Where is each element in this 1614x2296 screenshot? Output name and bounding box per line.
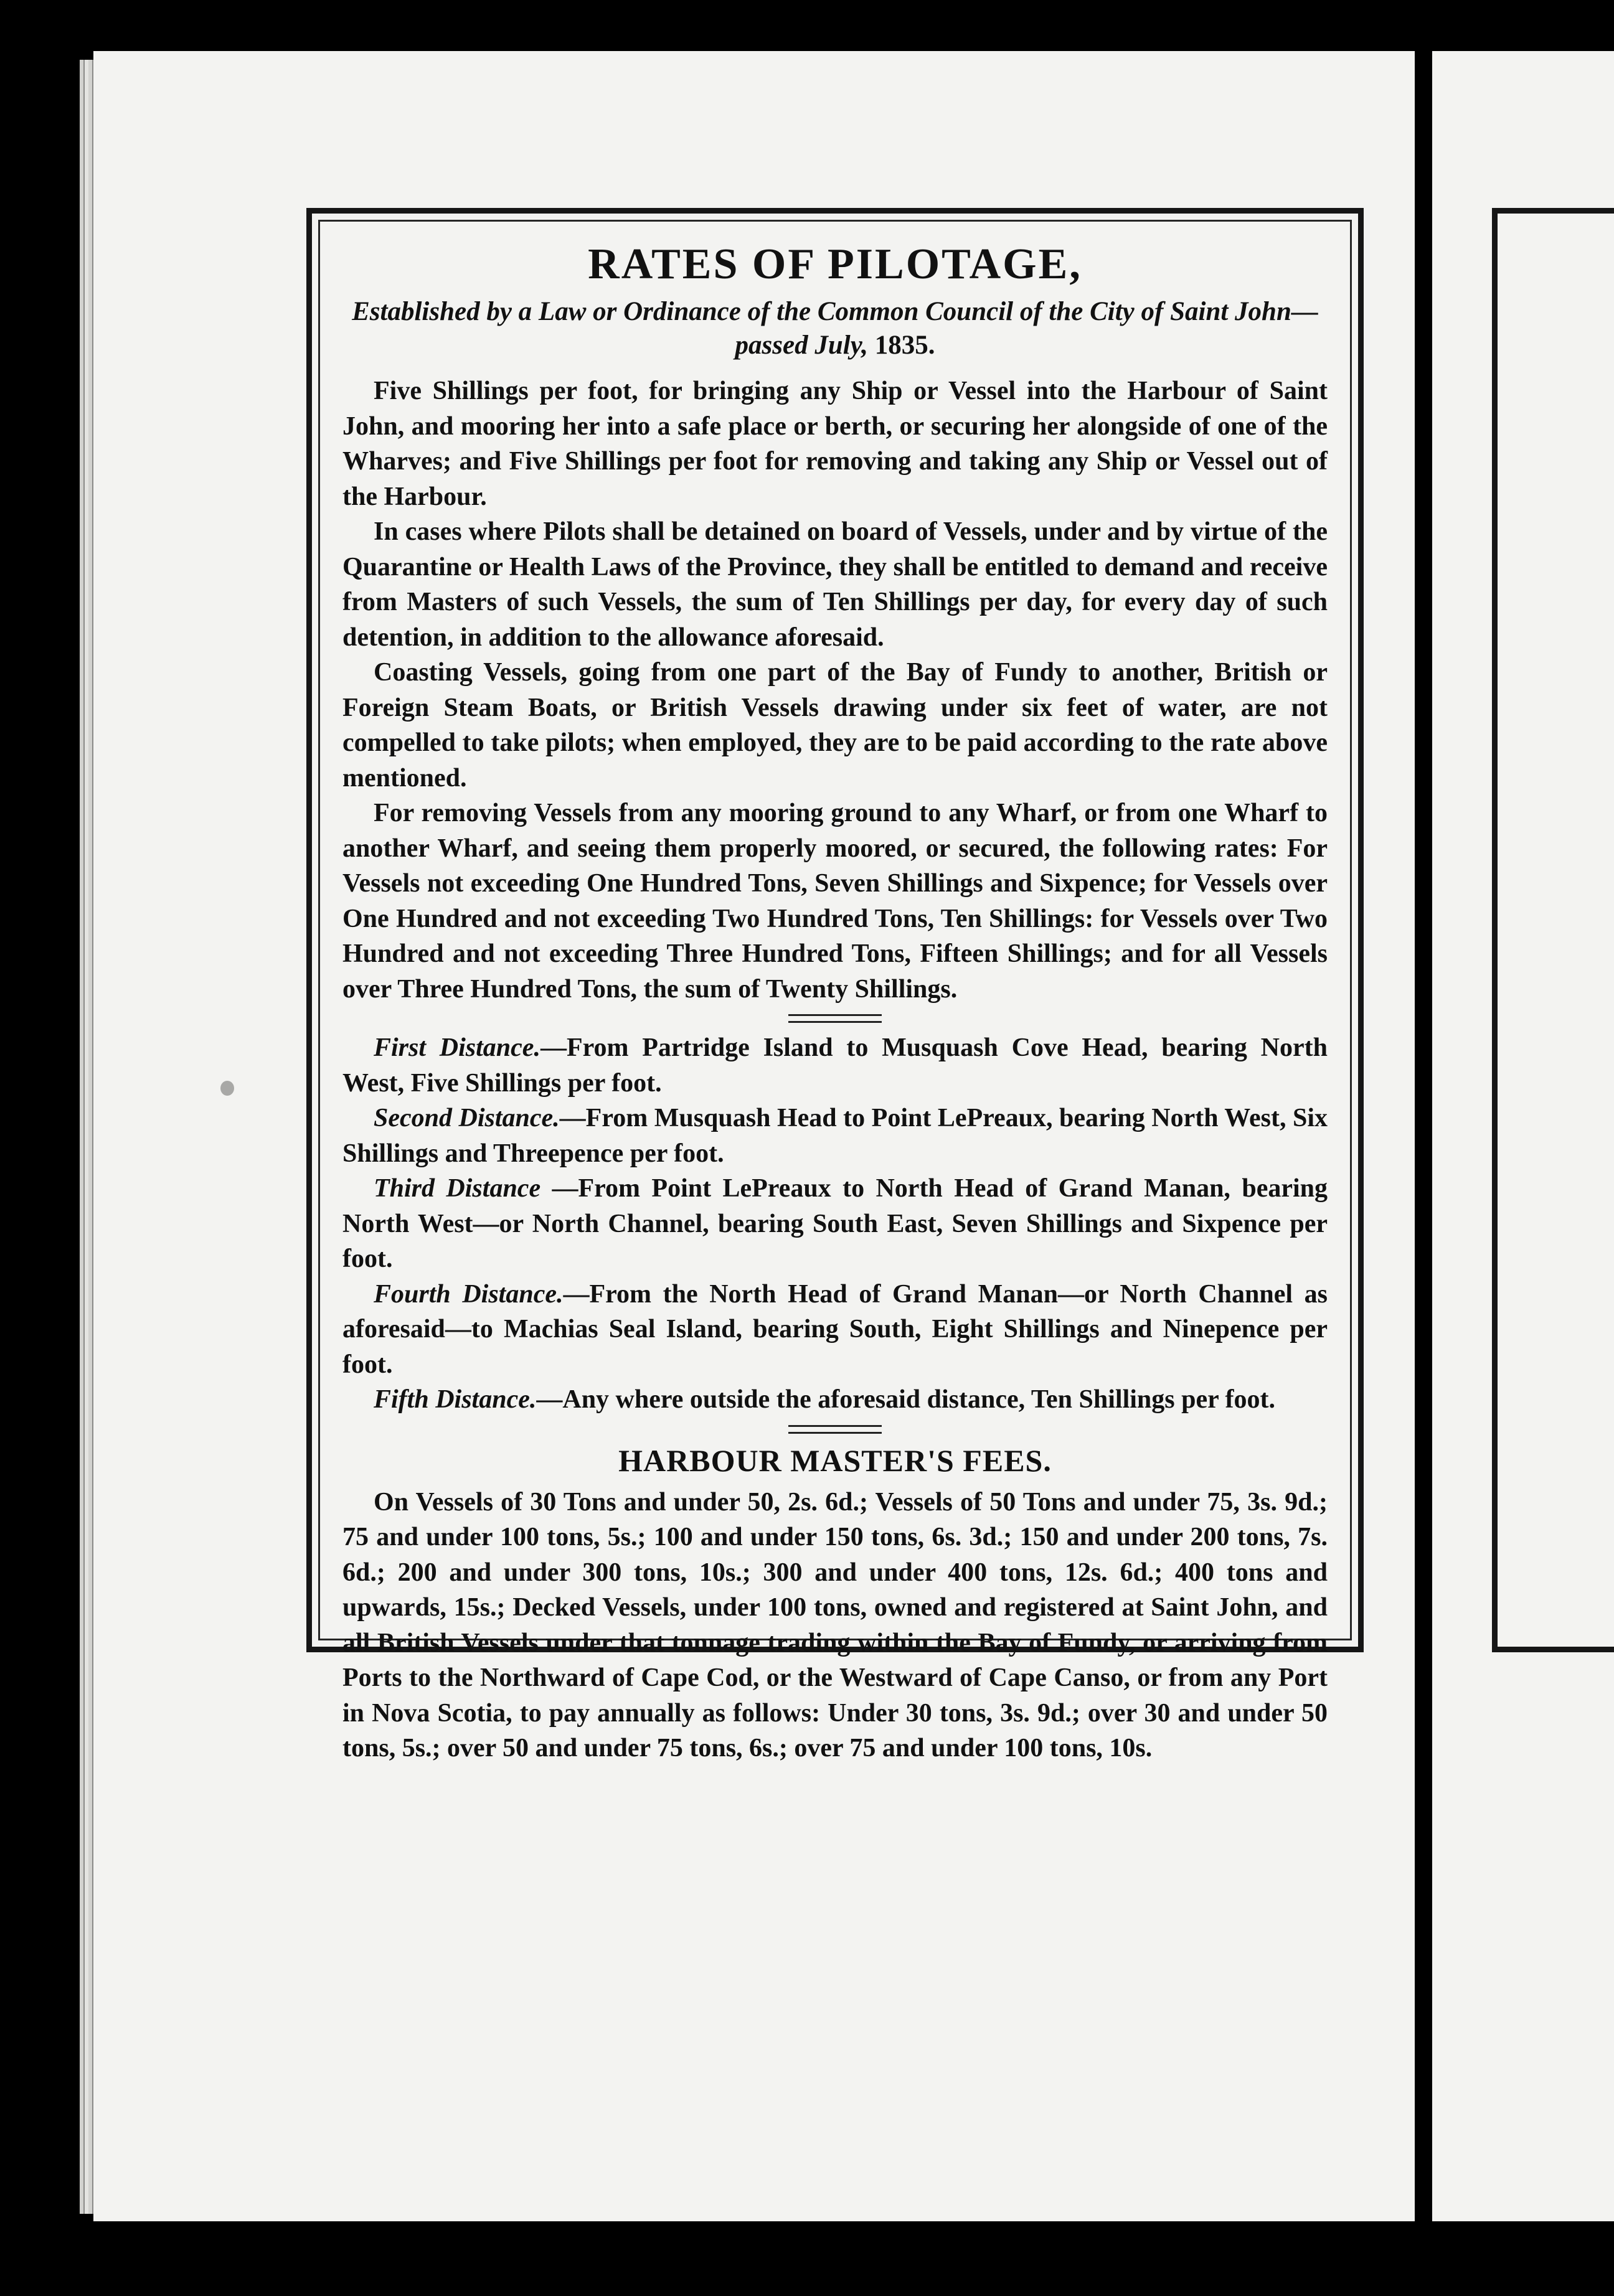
adjacent-page-border	[1492, 208, 1614, 1652]
distance-lead: Fifth Distance.	[374, 1385, 537, 1414]
distance-third	[342, 1171, 1328, 1277]
subtitle-year: 1835.	[867, 331, 935, 360]
distance-text: —From the North Head of Grand Manan—or North Channel as aforesaid—to Machias Seal Island, bearing South, Eight Shillings and Ninepence per foot.	[342, 1279, 1328, 1379]
notice-title: RATES OF PILOTAGE,	[588, 240, 1082, 288]
notice-body	[318, 220, 1352, 1762]
fees-title: HARBOUR MASTER'S FEES.	[618, 1442, 1052, 1478]
distance-text: —Any where outside the aforesaid distance, Ten Shillings per foot.	[536, 1385, 1275, 1414]
distance-fourth	[342, 1277, 1328, 1383]
section-rule	[788, 1014, 882, 1023]
paragraph-rates: Five Shillings per foot, for bringing any Ship or Vessel into the Harbour of Saint John, and mooring her into a safe place or berth, or securing her alongside of one of the Wharves; and Five Shillings per foot for removing and taking any Ship or Vessel out of the Harbour.	[342, 377, 1328, 511]
distance-second	[342, 1101, 1328, 1171]
paragraph-removing: For removing Vessels from any mooring ground to any Wharf, or from one Wharf to another Wharf, and seeing them properly moored, or secured, the following rates: For Vessels not exceeding One Hundred Tons, Seven Shillings and Sixpence; for Vessels over One Hundred and not exceeding Two Hundred Tons, Ten Shillings: for Vessels over Two Hundred and not exceeding Three Hundred Tons, Fifteen Shillings; and for all Vessels over Three Hundred Tons, the sum of Twenty Shillings.	[342, 799, 1328, 1004]
paper-spot	[220, 1081, 234, 1096]
distance-lead: Second Distance.	[374, 1104, 560, 1132]
distance-lead: Third Distance	[374, 1174, 541, 1203]
distance-text: —From Musquash Head to Point LePreaux, bearing North West, Six Shillings and Threepence per foot.	[342, 1104, 1328, 1168]
distance-fifth	[342, 1382, 1328, 1418]
fees-paragraph: On Vessels of 30 Tons and under 50, 2s. 6d.; Vessels of 50 Tons and under 75, 3s. 9d.; 75 and under 100 tons, 5s.; 100 and under 150 tons, 6s. 3d.; 150 and under 200 tons, 7s. 6d.; 200 and under 300 tons, 10s.; 300 and under 400 tons, 12s. 6d.; 400 tons and upwards, 15s.; Decked Vessels, under 100 tons, owned and registered at Saint John, and all British Vessels under that tonnage trading within the Bay of Fundy, or arriving from Ports to the Northward of Cape Cod, or the Westward of Cape Canso, or from any Port in Nova Scotia, to pay annually as follows: Under 30 tons, 3s. 9d.; over 30 and under 50 tons, 5s.; over 50 and under 75 tons, 6s.; over 75 and under 100 tons, 10s.	[342, 1487, 1328, 1762]
notice-frame	[306, 208, 1364, 1762]
paragraph-quarantine: In cases where Pilots shall be detained on board of Vessels, under and by virtue of the Quarantine or Health Laws of the Province, they shall be entitled to demand and receive from Masters of such Vessels, the sum of Ten Shillings per day, for every day of such detention, in addition to the allowance aforesaid.	[342, 517, 1328, 652]
subtitle-italic: Established by a Law or Ordinance of the Common Council of the City of Saint John—passed July,	[352, 297, 1318, 360]
section-rule	[788, 1425, 882, 1434]
distance-lead: Fourth Distance.	[374, 1279, 564, 1309]
distance-text: —From Partridge Island to Musquash Cove Head, bearing North West, Five Shillings per foot.	[342, 1033, 1328, 1098]
distance-text: —From Point LePreaux to North Head of Grand Manan, bearing North West—or North Channel, bearing South East, Seven Shillings and Sixpence per foot.	[342, 1174, 1328, 1273]
distance-first	[342, 1030, 1328, 1101]
distance-lead: First Distance.	[374, 1033, 540, 1062]
notice-subtitle	[342, 295, 1328, 362]
paragraph-coasting: Coasting Vessels, going from one part of the Bay of Fundy to another, British or Foreign Steam Boats, or British Vessels drawing under six feet of water, are not compelled to take pilots; when employed, they are to be paid according to the rate above mentioned.	[342, 658, 1328, 793]
